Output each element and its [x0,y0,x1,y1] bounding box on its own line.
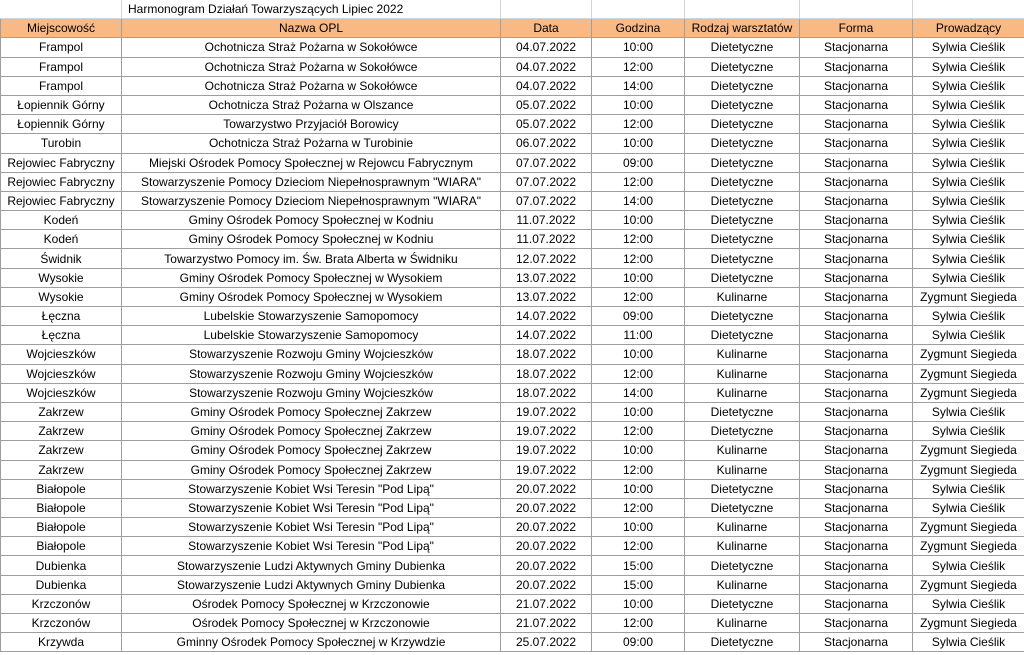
header-godzina[interactable]: Godzina [592,19,685,38]
cell-forma[interactable]: Stacjonarna [800,211,913,230]
cell-rodzaj-warsztatow[interactable]: Dietetyczne [685,402,800,421]
cell-data[interactable]: 20.07.2022 [501,518,592,537]
cell-godzina[interactable]: 10:00 [592,441,685,460]
cell-nazwa-opl[interactable]: Ochotnicza Straż Pożarna w Sokołówce [122,38,501,57]
cell-nazwa-opl[interactable]: Ośrodek Pomocy Społecznej w Krzczonowie [122,594,501,613]
cell-data[interactable]: 11.07.2022 [501,211,592,230]
cell-rodzaj-warsztatow[interactable]: Dietetyczne [685,326,800,345]
cell-prowadzacy[interactable]: Zygmunt Siegieda [913,383,1024,402]
cell-nazwa-opl[interactable]: Ośrodek Pomocy Społecznej w Krzczonowie [122,614,501,633]
table-row [1,57,1024,76]
cell-rodzaj-warsztatow[interactable]: Kulinarne [685,364,800,383]
cell-nazwa-opl[interactable]: Stowarzyszenie Kobiet Wsi Teresin "Pod Lipą" [122,518,501,537]
table-row [1,287,1024,306]
cell-data[interactable]: 12.07.2022 [501,249,592,268]
cell-forma[interactable]: Stacjonarna [800,191,913,210]
cell-prowadzacy[interactable]: Sylwia Cieślik [913,422,1024,441]
cell-miejscowosc[interactable]: Turobin [1,134,122,153]
cell-nazwa-opl[interactable]: Gminy Ośrodek Pomocy Społecznej w Wysokiem [122,287,501,306]
cell-prowadzacy[interactable]: Zygmunt Siegieda [913,364,1024,383]
cell-godzina[interactable]: 10:00 [592,479,685,498]
cell-godzina[interactable]: 12:00 [592,364,685,383]
cell-rodzaj-warsztatow[interactable]: Kulinarne [685,518,800,537]
cell-nazwa-opl[interactable]: Ochotnicza Straż Pożarna w Turobinie [122,134,501,153]
cell-godzina[interactable]: 10:00 [592,345,685,364]
cell-nazwa-opl[interactable]: Gminy Ośrodek Pomocy Społecznej Zakrzew [122,441,501,460]
cell-data[interactable]: 20.07.2022 [501,575,592,594]
cell-prowadzacy[interactable]: Sylwia Cieślik [913,402,1024,421]
cell-nazwa-opl[interactable]: Stowarzyszenie Kobiet Wsi Teresin "Pod Lipą" [122,498,501,517]
cell-nazwa-opl[interactable]: Towarzystwo Pomocy im. Św. Brata Alberta w Świdniku [122,249,501,268]
cell-data[interactable]: 19.07.2022 [501,402,592,421]
cell-godzina[interactable]: 14:00 [592,191,685,210]
cell-prowadzacy[interactable]: Sylwia Cieślik [913,134,1024,153]
cell-data[interactable]: 05.07.2022 [501,95,592,114]
cell-forma[interactable]: Stacjonarna [800,498,913,517]
cell-miejscowosc[interactable]: Wojcieszków [1,345,122,364]
cell-forma[interactable]: Stacjonarna [800,594,913,613]
cell-data[interactable]: 19.07.2022 [501,460,592,479]
cell-data[interactable]: 25.07.2022 [501,633,592,652]
cell-forma[interactable]: Stacjonarna [800,364,913,383]
cell-rodzaj-warsztatow[interactable]: Dietetyczne [685,498,800,517]
cell-miejscowosc[interactable]: Dubienka [1,575,122,594]
cell-godzina[interactable]: 12:00 [592,614,685,633]
cell-nazwa-opl[interactable]: Ochotnicza Straż Pożarna w Olszance [122,95,501,114]
cell-prowadzacy[interactable]: Zygmunt Siegieda [913,287,1024,306]
table-row [1,153,1024,172]
cell-godzina[interactable]: 14:00 [592,76,685,95]
cell-rodzaj-warsztatow[interactable]: Kulinarne [685,614,800,633]
table-row [1,249,1024,268]
cell-forma[interactable]: Stacjonarna [800,115,913,134]
cell-prowadzacy[interactable]: Sylwia Cieślik [913,57,1024,76]
cell-miejscowosc[interactable]: Łęczna [1,307,122,326]
cell-miejscowosc[interactable]: Frampol [1,57,122,76]
cell-miejscowosc[interactable]: Wojcieszków [1,364,122,383]
cell-godzina[interactable]: 10:00 [592,268,685,287]
header-forma[interactable]: Forma [800,19,913,38]
cell-forma[interactable]: Stacjonarna [800,537,913,556]
cell-forma[interactable]: Stacjonarna [800,441,913,460]
cell-miejscowosc[interactable]: Rejowiec Fabryczny [1,172,122,191]
table-row [1,38,1024,57]
cell-nazwa-opl[interactable]: Ochotnicza Straż Pożarna w Sokołówce [122,57,501,76]
cell-data[interactable]: 18.07.2022 [501,383,592,402]
table-row [1,95,1024,114]
cell-godzina[interactable]: 15:00 [592,556,685,575]
cell-godzina[interactable]: 10:00 [592,211,685,230]
cell-nazwa-opl[interactable]: Stowarzyszenie Rozwoju Gminy Wojcieszków [122,345,501,364]
cell-data[interactable]: 07.07.2022 [501,191,592,210]
cell-forma[interactable]: Stacjonarna [800,38,913,57]
cell-prowadzacy[interactable]: Sylwia Cieślik [913,556,1024,575]
header-rodzaj-warsztatow[interactable]: Rodzaj warsztatów [685,19,800,38]
table-row [1,307,1024,326]
header-miejscowosc[interactable]: Miejscowość [1,19,122,38]
table-row [1,191,1024,210]
cell-miejscowosc[interactable]: Białopole [1,518,122,537]
table-row [1,614,1024,633]
title-empty-cell[interactable] [1,0,122,19]
cell-prowadzacy[interactable]: Sylwia Cieślik [913,95,1024,114]
cell-rodzaj-warsztatow[interactable]: Dietetyczne [685,230,800,249]
cell-prowadzacy[interactable]: Sylwia Cieślik [913,76,1024,95]
cell-rodzaj-warsztatow[interactable]: Kulinarne [685,345,800,364]
table-row [1,518,1024,537]
title-empty-cell[interactable] [913,0,1024,19]
cell-nazwa-opl[interactable]: Stowarzyszenie Kobiet Wsi Teresin "Pod Lipą" [122,479,501,498]
cell-miejscowosc[interactable]: Łopiennik Górny [1,95,122,114]
cell-godzina[interactable]: 10:00 [592,402,685,421]
cell-rodzaj-warsztatow[interactable]: Dietetyczne [685,268,800,287]
cell-forma[interactable]: Stacjonarna [800,230,913,249]
cell-rodzaj-warsztatow[interactable]: Dietetyczne [685,594,800,613]
table-row [1,134,1024,153]
cell-data[interactable]: 19.07.2022 [501,441,592,460]
table-row [1,498,1024,517]
table-row [1,479,1024,498]
cell-rodzaj-warsztatow[interactable]: Dietetyczne [685,307,800,326]
cell-godzina[interactable]: 10:00 [592,38,685,57]
cell-miejscowosc[interactable]: Wojcieszków [1,383,122,402]
cell-data[interactable]: 04.07.2022 [501,57,592,76]
table-row [1,556,1024,575]
cell-rodzaj-warsztatow[interactable]: Kulinarne [685,383,800,402]
cell-prowadzacy[interactable]: Zygmunt Siegieda [913,537,1024,556]
cell-nazwa-opl[interactable]: Ochotnicza Straż Pożarna w Sokołówce [122,76,501,95]
cell-godzina[interactable]: 12:00 [592,287,685,306]
cell-data[interactable]: 21.07.2022 [501,614,592,633]
cell-data[interactable]: 18.07.2022 [501,345,592,364]
cell-data[interactable]: 11.07.2022 [501,230,592,249]
cell-rodzaj-warsztatow[interactable]: Kulinarne [685,441,800,460]
cell-prowadzacy[interactable]: Sylwia Cieślik [913,268,1024,287]
cell-prowadzacy[interactable]: Sylwia Cieślik [913,498,1024,517]
cell-forma[interactable]: Stacjonarna [800,326,913,345]
table-row [1,230,1024,249]
table-row [1,575,1024,594]
table-row [1,460,1024,479]
cell-miejscowosc[interactable]: Wysokie [1,287,122,306]
cell-prowadzacy[interactable]: Zygmunt Siegieda [913,345,1024,364]
cell-forma[interactable]: Stacjonarna [800,95,913,114]
cell-godzina[interactable]: 11:00 [592,326,685,345]
cell-nazwa-opl[interactable]: Stowarzyszenie Rozwoju Gminy Wojcieszków [122,364,501,383]
cell-godzina[interactable]: 12:00 [592,172,685,191]
cell-godzina[interactable]: 10:00 [592,518,685,537]
cell-rodzaj-warsztatow[interactable]: Dietetyczne [685,211,800,230]
cell-rodzaj-warsztatow[interactable]: Dietetyczne [685,115,800,134]
cell-miejscowosc[interactable]: Świdnik [1,249,122,268]
cell-rodzaj-warsztatow[interactable]: Dietetyczne [685,172,800,191]
sheet-title[interactable]: Harmonogram Działań Towarzyszących Lipiec 2022 [122,0,501,19]
cell-forma[interactable]: Stacjonarna [800,57,913,76]
table-row [1,594,1024,613]
cell-rodzaj-warsztatow[interactable]: Dietetyczne [685,153,800,172]
title-empty-cell[interactable] [592,0,685,19]
cell-miejscowosc[interactable]: Zakrzew [1,422,122,441]
cell-prowadzacy[interactable]: Sylwia Cieślik [913,326,1024,345]
table-row [1,364,1024,383]
cell-godzina[interactable]: 15:00 [592,575,685,594]
cell-prowadzacy[interactable]: Sylwia Cieślik [913,153,1024,172]
table-row [1,172,1024,191]
cell-data[interactable]: 13.07.2022 [501,268,592,287]
cell-rodzaj-warsztatow[interactable]: Kulinarne [685,460,800,479]
cell-rodzaj-warsztatow[interactable]: Dietetyczne [685,249,800,268]
table-row [1,211,1024,230]
cell-rodzaj-warsztatow[interactable]: Dietetyczne [685,38,800,57]
cell-miejscowosc[interactable]: Białopole [1,479,122,498]
cell-nazwa-opl[interactable]: Gminy Ośrodek Pomocy Społecznej Zakrzew [122,460,501,479]
cell-data[interactable]: 06.07.2022 [501,134,592,153]
cell-forma[interactable]: Stacjonarna [800,422,913,441]
cell-data[interactable]: 07.07.2022 [501,153,592,172]
cell-miejscowosc[interactable]: Rejowiec Fabryczny [1,191,122,210]
cell-godzina[interactable]: 12:00 [592,115,685,134]
cell-miejscowosc[interactable]: Krzczonów [1,614,122,633]
cell-miejscowosc[interactable]: Białopole [1,498,122,517]
cell-prowadzacy[interactable]: Sylwia Cieślik [913,594,1024,613]
cell-rodzaj-warsztatow[interactable]: Dietetyczne [685,76,800,95]
cell-godzina[interactable]: 10:00 [592,95,685,114]
cell-forma[interactable]: Stacjonarna [800,268,913,287]
cell-nazwa-opl[interactable]: Gminy Ośrodek Pomocy Społecznej Zakrzew [122,402,501,421]
table-row [1,115,1024,134]
cell-forma[interactable]: Stacjonarna [800,345,913,364]
cell-godzina[interactable]: 10:00 [592,134,685,153]
cell-data[interactable]: 14.07.2022 [501,307,592,326]
cell-nazwa-opl[interactable]: Gminy Ośrodek Pomocy Społecznej w Kodniu [122,230,501,249]
cell-data[interactable]: 14.07.2022 [501,326,592,345]
cell-rodzaj-warsztatow[interactable]: Dietetyczne [685,134,800,153]
cell-forma[interactable]: Stacjonarna [800,614,913,633]
cell-godzina[interactable]: 12:00 [592,460,685,479]
cell-miejscowosc[interactable]: Zakrzew [1,460,122,479]
cell-nazwa-opl[interactable]: Gminy Ośrodek Pomocy Społecznej w Wysokiem [122,268,501,287]
table-row [1,537,1024,556]
cell-godzina[interactable]: 12:00 [592,57,685,76]
cell-prowadzacy[interactable]: Sylwia Cieślik [913,249,1024,268]
cell-forma[interactable]: Stacjonarna [800,307,913,326]
header-row [1,19,1024,38]
table-row [1,326,1024,345]
cell-miejscowosc[interactable]: Łopiennik Górny [1,115,122,134]
table-row [1,268,1024,287]
cell-nazwa-opl[interactable]: Stowarzyszenie Pomocy Dzieciom Niepełnosprawnym "WIARA" [122,191,501,210]
cell-nazwa-opl[interactable]: Stowarzyszenie Ludzi Aktywnych Gminy Dubienka [122,556,501,575]
cell-godzina[interactable]: 12:00 [592,498,685,517]
cell-godzina[interactable]: 12:00 [592,422,685,441]
cell-miejscowosc[interactable]: Łęczna [1,326,122,345]
cell-miejscowosc[interactable]: Białopole [1,537,122,556]
cell-rodzaj-warsztatow[interactable]: Dietetyczne [685,633,800,652]
cell-forma[interactable]: Stacjonarna [800,172,913,191]
cell-miejscowosc[interactable]: Frampol [1,76,122,95]
cell-data[interactable]: 20.07.2022 [501,498,592,517]
cell-forma[interactable]: Stacjonarna [800,153,913,172]
cell-miejscowosc[interactable]: Kodeń [1,230,122,249]
cell-nazwa-opl[interactable]: Gminy Ośrodek Pomocy Społecznej Zakrzew [122,422,501,441]
cell-data[interactable]: 04.07.2022 [501,76,592,95]
cell-godzina[interactable]: 12:00 [592,249,685,268]
cell-godzina[interactable]: 09:00 [592,307,685,326]
table-row [1,633,1024,652]
cell-data[interactable]: 20.07.2022 [501,479,592,498]
table-row [1,383,1024,402]
cell-prowadzacy[interactable]: Zygmunt Siegieda [913,460,1024,479]
cell-prowadzacy[interactable]: Zygmunt Siegieda [913,441,1024,460]
cell-forma[interactable]: Stacjonarna [800,287,913,306]
header-prowadzacy[interactable]: Prowadzący [913,19,1024,38]
cell-nazwa-opl[interactable]: Lubelskie Stowarzyszenie Samopomocy [122,326,501,345]
cell-prowadzacy[interactable]: Zygmunt Siegieda [913,614,1024,633]
cell-prowadzacy[interactable]: Sylwia Cieślik [913,38,1024,57]
cell-prowadzacy[interactable]: Sylwia Cieślik [913,230,1024,249]
cell-data[interactable]: 20.07.2022 [501,556,592,575]
cell-forma[interactable]: Stacjonarna [800,383,913,402]
cell-rodzaj-warsztatow[interactable]: Dietetyczne [685,191,800,210]
cell-prowadzacy[interactable]: Zygmunt Siegieda [913,575,1024,594]
cell-data[interactable]: 05.07.2022 [501,115,592,134]
table-row [1,422,1024,441]
cell-nazwa-opl[interactable]: Miejski Ośrodek Pomocy Społecznej w Rejowcu Fabrycznym [122,153,501,172]
cell-nazwa-opl[interactable]: Stowarzyszenie Ludzi Aktywnych Gminy Dubienka [122,575,501,594]
cell-miejscowosc[interactable]: Krzywda [1,633,122,652]
cell-forma[interactable]: Stacjonarna [800,575,913,594]
cell-miejscowosc[interactable]: Frampol [1,38,122,57]
cell-forma[interactable]: Stacjonarna [800,76,913,95]
table-row [1,345,1024,364]
cell-data[interactable]: 20.07.2022 [501,537,592,556]
title-row [1,0,1024,19]
header-data[interactable]: Data [501,19,592,38]
cell-godzina[interactable]: 09:00 [592,633,685,652]
cell-rodzaj-warsztatow[interactable]: Dietetyczne [685,422,800,441]
header-nazwa-opl[interactable]: Nazwa OPL [122,19,501,38]
cell-prowadzacy[interactable]: Sylwia Cieślik [913,191,1024,210]
cell-forma[interactable]: Stacjonarna [800,556,913,575]
cell-prowadzacy[interactable]: Sylwia Cieślik [913,172,1024,191]
cell-nazwa-opl[interactable]: Lubelskie Stowarzyszenie Samopomocy [122,307,501,326]
table-row [1,402,1024,421]
cell-nazwa-opl[interactable]: Stowarzyszenie Kobiet Wsi Teresin "Pod Lipą" [122,537,501,556]
cell-rodzaj-warsztatow[interactable]: Dietetyczne [685,479,800,498]
title-empty-cell[interactable] [685,0,800,19]
cell-godzina[interactable]: 12:00 [592,537,685,556]
cell-nazwa-opl[interactable]: Gminy Ośrodek Pomocy Społecznej w Kodniu [122,211,501,230]
cell-rodzaj-warsztatow[interactable]: Kulinarne [685,537,800,556]
cell-prowadzacy[interactable]: Zygmunt Siegieda [913,518,1024,537]
cell-forma[interactable]: Stacjonarna [800,479,913,498]
cell-forma[interactable]: Stacjonarna [800,633,913,652]
cell-nazwa-opl[interactable]: Gminny Ośrodek Pomocy Społecznej w Krzywdzie [122,633,501,652]
cell-data[interactable]: 07.07.2022 [501,172,592,191]
cell-miejscowosc[interactable]: Wysokie [1,268,122,287]
cell-nazwa-opl[interactable]: Stowarzyszenie Pomocy Dzieciom Niepełnosprawnym "WIARA" [122,172,501,191]
table-row [1,441,1024,460]
cell-forma[interactable]: Stacjonarna [800,460,913,479]
cell-prowadzacy[interactable]: Sylwia Cieślik [913,633,1024,652]
cell-godzina[interactable]: 14:00 [592,383,685,402]
cell-data[interactable]: 21.07.2022 [501,594,592,613]
table-row [1,76,1024,95]
title-empty-cell[interactable] [800,0,913,19]
cell-miejscowosc[interactable]: Zakrzew [1,441,122,460]
cell-miejscowosc[interactable]: Rejowiec Fabryczny [1,153,122,172]
cell-data[interactable]: 19.07.2022 [501,422,592,441]
cell-forma[interactable]: Stacjonarna [800,134,913,153]
cell-miejscowosc[interactable]: Zakrzew [1,402,122,421]
title-empty-cell[interactable] [501,0,592,19]
cell-data[interactable]: 04.07.2022 [501,38,592,57]
cell-rodzaj-warsztatow[interactable]: Dietetyczne [685,57,800,76]
cell-godzina[interactable]: 09:00 [592,153,685,172]
cell-prowadzacy[interactable]: Sylwia Cieślik [913,115,1024,134]
cell-prowadzacy[interactable]: Sylwia Cieślik [913,211,1024,230]
cell-miejscowosc[interactable]: Dubienka [1,556,122,575]
cell-nazwa-opl[interactable]: Towarzystwo Przyjaciół Borowicy [122,115,501,134]
cell-rodzaj-warsztatow[interactable]: Kulinarne [685,287,800,306]
cell-data[interactable]: 13.07.2022 [501,287,592,306]
cell-godzina[interactable]: 12:00 [592,230,685,249]
cell-prowadzacy[interactable]: Sylwia Cieślik [913,307,1024,326]
cell-godzina[interactable]: 10:00 [592,594,685,613]
cell-prowadzacy[interactable]: Sylwia Cieślik [913,479,1024,498]
cell-rodzaj-warsztatow[interactable]: Kulinarne [685,575,800,594]
cell-rodzaj-warsztatow[interactable]: Dietetyczne [685,95,800,114]
cell-forma[interactable]: Stacjonarna [800,402,913,421]
cell-miejscowosc[interactable]: Kodeń [1,211,122,230]
cell-forma[interactable]: Stacjonarna [800,249,913,268]
cell-forma[interactable]: Stacjonarna [800,518,913,537]
cell-data[interactable]: 18.07.2022 [501,364,592,383]
cell-miejscowosc[interactable]: Krzczonów [1,594,122,613]
cell-rodzaj-warsztatow[interactable]: Dietetyczne [685,556,800,575]
cell-nazwa-opl[interactable]: Stowarzyszenie Rozwoju Gminy Wojcieszków [122,383,501,402]
